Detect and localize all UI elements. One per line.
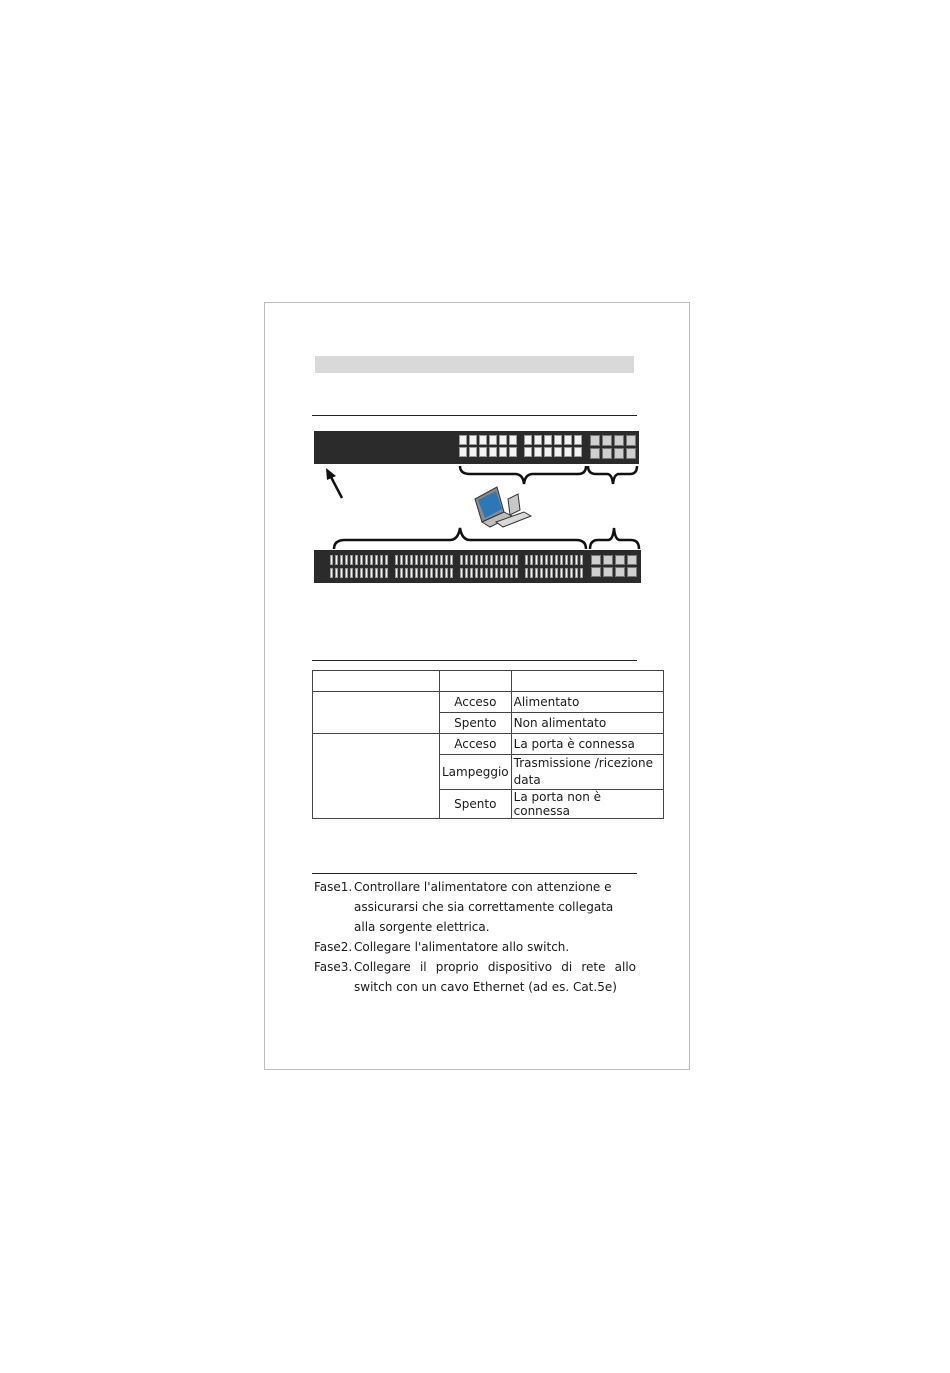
- header-cell: [313, 671, 440, 692]
- header-cell: [440, 671, 512, 692]
- divider-rule: [312, 660, 637, 661]
- step-number: Fase2.: [314, 940, 353, 954]
- led-table: [312, 670, 664, 819]
- step-number: Fase1.: [314, 880, 353, 894]
- table-row: [313, 692, 664, 713]
- arrow-icon: [326, 468, 342, 498]
- list-item: [314, 937, 636, 957]
- led-group-label: [313, 692, 440, 734]
- led-meaning: La porta è connessa: [511, 734, 663, 755]
- brace-rj45-top: [460, 466, 586, 484]
- header-cell: [511, 671, 663, 692]
- led-meaning: Alimentato: [511, 692, 663, 713]
- led-state: Acceso: [440, 692, 512, 713]
- led-state: Spento: [440, 790, 512, 819]
- brace-sfp-top: [588, 466, 637, 484]
- step-text: Controllare l'alimentatore con attenzione e assicurarsi che sia correttamente collegata alla sorgente elettrica.: [354, 880, 614, 934]
- led-meaning: La porta non è connessa: [511, 790, 663, 819]
- computer-icon: [475, 487, 531, 527]
- table-header-row: [313, 671, 664, 692]
- step-text: Collegare il proprio dispositivo di rete allo switch con un cavo Ethernet (ad es. Cat.5e): [354, 960, 636, 994]
- led-meaning: Non alimentato: [511, 713, 663, 734]
- led-meaning: Trasmissione /ricezione data: [511, 755, 663, 790]
- step-number: Fase3.: [314, 960, 353, 974]
- led-state: Spento: [440, 713, 512, 734]
- led-state: Acceso: [440, 734, 512, 755]
- led-state: Lampeggio: [440, 755, 512, 790]
- list-item: [314, 877, 636, 937]
- list-item: [314, 957, 636, 997]
- brace-rj45-bottom: [334, 528, 586, 549]
- brace-sfp-bottom: [590, 528, 639, 549]
- table-row: [313, 734, 664, 755]
- led-group-label: [313, 734, 440, 819]
- step-text: Collegare l'alimentatore allo switch.: [354, 940, 570, 954]
- installation-steps: [314, 877, 636, 997]
- divider-rule: [312, 873, 637, 874]
